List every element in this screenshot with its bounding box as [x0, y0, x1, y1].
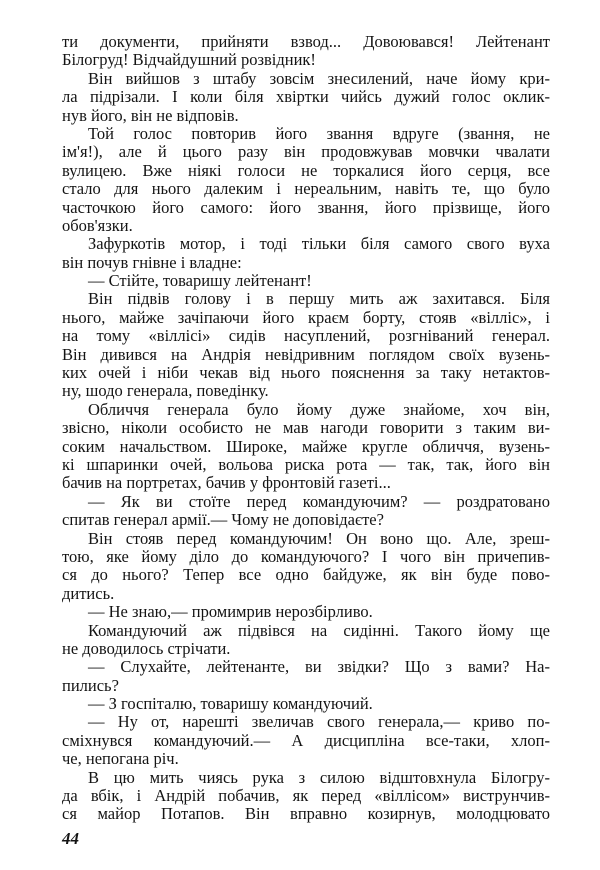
text-line: обов'язки. — [62, 215, 133, 235]
text-line: — Стійте, товаришу лейтенант! — [88, 271, 312, 291]
text-line: вулицею. Вже ніякі голоси не торкалися його серця, все — [62, 160, 550, 180]
text-line: че, непогана річ. — [62, 749, 179, 769]
text-line: сміхнувся командуючий.— А дисципліна все-таки, хлоп- — [62, 730, 550, 750]
text-line: на тому «віллісі» сидів насуплений, розгніваний генерал. — [62, 326, 550, 346]
text-line: Командуючий аж підвівся на сидінні. Такого йому ще — [88, 620, 550, 640]
text-line: ла підрізали. І коли біля хвіртки чийсь дужий голос оклик- — [62, 87, 550, 107]
text-line: не доводилось стрічати. — [62, 638, 231, 658]
text-line: дитись. — [62, 583, 115, 603]
text-line: — Слухайте, лейтенанте, ви звідки? Що з вами? На- — [88, 657, 550, 677]
text-line: В цю мить чиясь рука з силою відштовхнула Білогру- — [88, 767, 550, 787]
text-line: він почув гнівне і владне: — [62, 252, 242, 272]
text-line: ім'я!), але й цього разу він продовжував мовчки чвалати — [62, 142, 550, 162]
text-line: Обличчя генерала було йому дуже знайоме, хоч він, — [88, 399, 550, 419]
text-line: ти документи, прийняти взвод... Довоювався! Лейтенант — [62, 32, 550, 51]
text-line: да вбік, і Андрій побачив, як перед «віллісом» виструнчив- — [62, 786, 550, 806]
text-line: звісно, ніколи особисто не мав нагоди говорити з таким ви- — [62, 418, 550, 438]
body-text — [62, 33, 550, 824]
text-line: — З госпіталю, товаришу командуючий. — [88, 694, 373, 714]
text-line: Він вийшов з штабу зовсім знесилений, наче йому кри- — [88, 68, 550, 88]
text-line: Він стояв перед командуючим! Он воно що. Але, зреш- — [88, 528, 550, 548]
text-line: ся до нього? Тепер все одно байдуже, як він буде пово- — [62, 565, 550, 585]
text-line: Він підвів голову і в першу мить аж захитався. Біля — [88, 289, 550, 309]
page-number: 44 — [62, 829, 79, 848]
text-line: часточкою його самого: його звання, його прізвище, його — [62, 197, 550, 217]
text-line: нув його, він не відповів. — [62, 105, 239, 125]
text-line: нього, майже зачіпаючи його краєм борту, стояв «вілліс», і — [62, 307, 550, 327]
text-line: стало для нього далеким і нереальним, навіть те, що було — [62, 179, 550, 199]
text-line: Білогруд! Відчайдушний розвідник! — [62, 50, 316, 70]
text-line: Той голос повторив його звання вдруге (звання, не — [88, 123, 550, 143]
text-line: — Ну от, нарешті звеличав свого генерала,— криво по- — [88, 712, 550, 732]
text-line: пились? — [62, 675, 119, 695]
text-line: Він дивився на Андрія невідривним поглядом своїх вузень- — [62, 344, 550, 364]
text-line: бачив на портретах, бачив у фронтовій газеті... — [62, 473, 391, 493]
text-line: ну, шодо генерала, поведінку. — [62, 381, 269, 401]
text-line: соким начальством. Широке, майже кругле обличчя, вузень- — [62, 436, 550, 456]
text-line: — Як ви стоїте перед командуючим? — роздратовано — [88, 491, 550, 511]
text-line: ких очей і ніби чекав від нього пояснення за таку нетактов- — [62, 363, 550, 383]
text-line: спитав генерал армії.— Чому не доповідаєте? — [62, 510, 384, 530]
text-line: — Не знаю,— промимрив нерозбірливо. — [88, 602, 373, 622]
text-line: тою, яке йому діло до командуючого? І чого він причепив- — [62, 546, 550, 566]
text-line: Зафуркотів мотор, і тоді тільки біля самого свого вуха — [88, 234, 550, 254]
text-line: ся майор Потапов. Він вправно козирнув, молодцювато — [62, 804, 550, 824]
text-line: кі шпаринки очей, вольова риска рота — так, так, його він — [62, 454, 550, 474]
